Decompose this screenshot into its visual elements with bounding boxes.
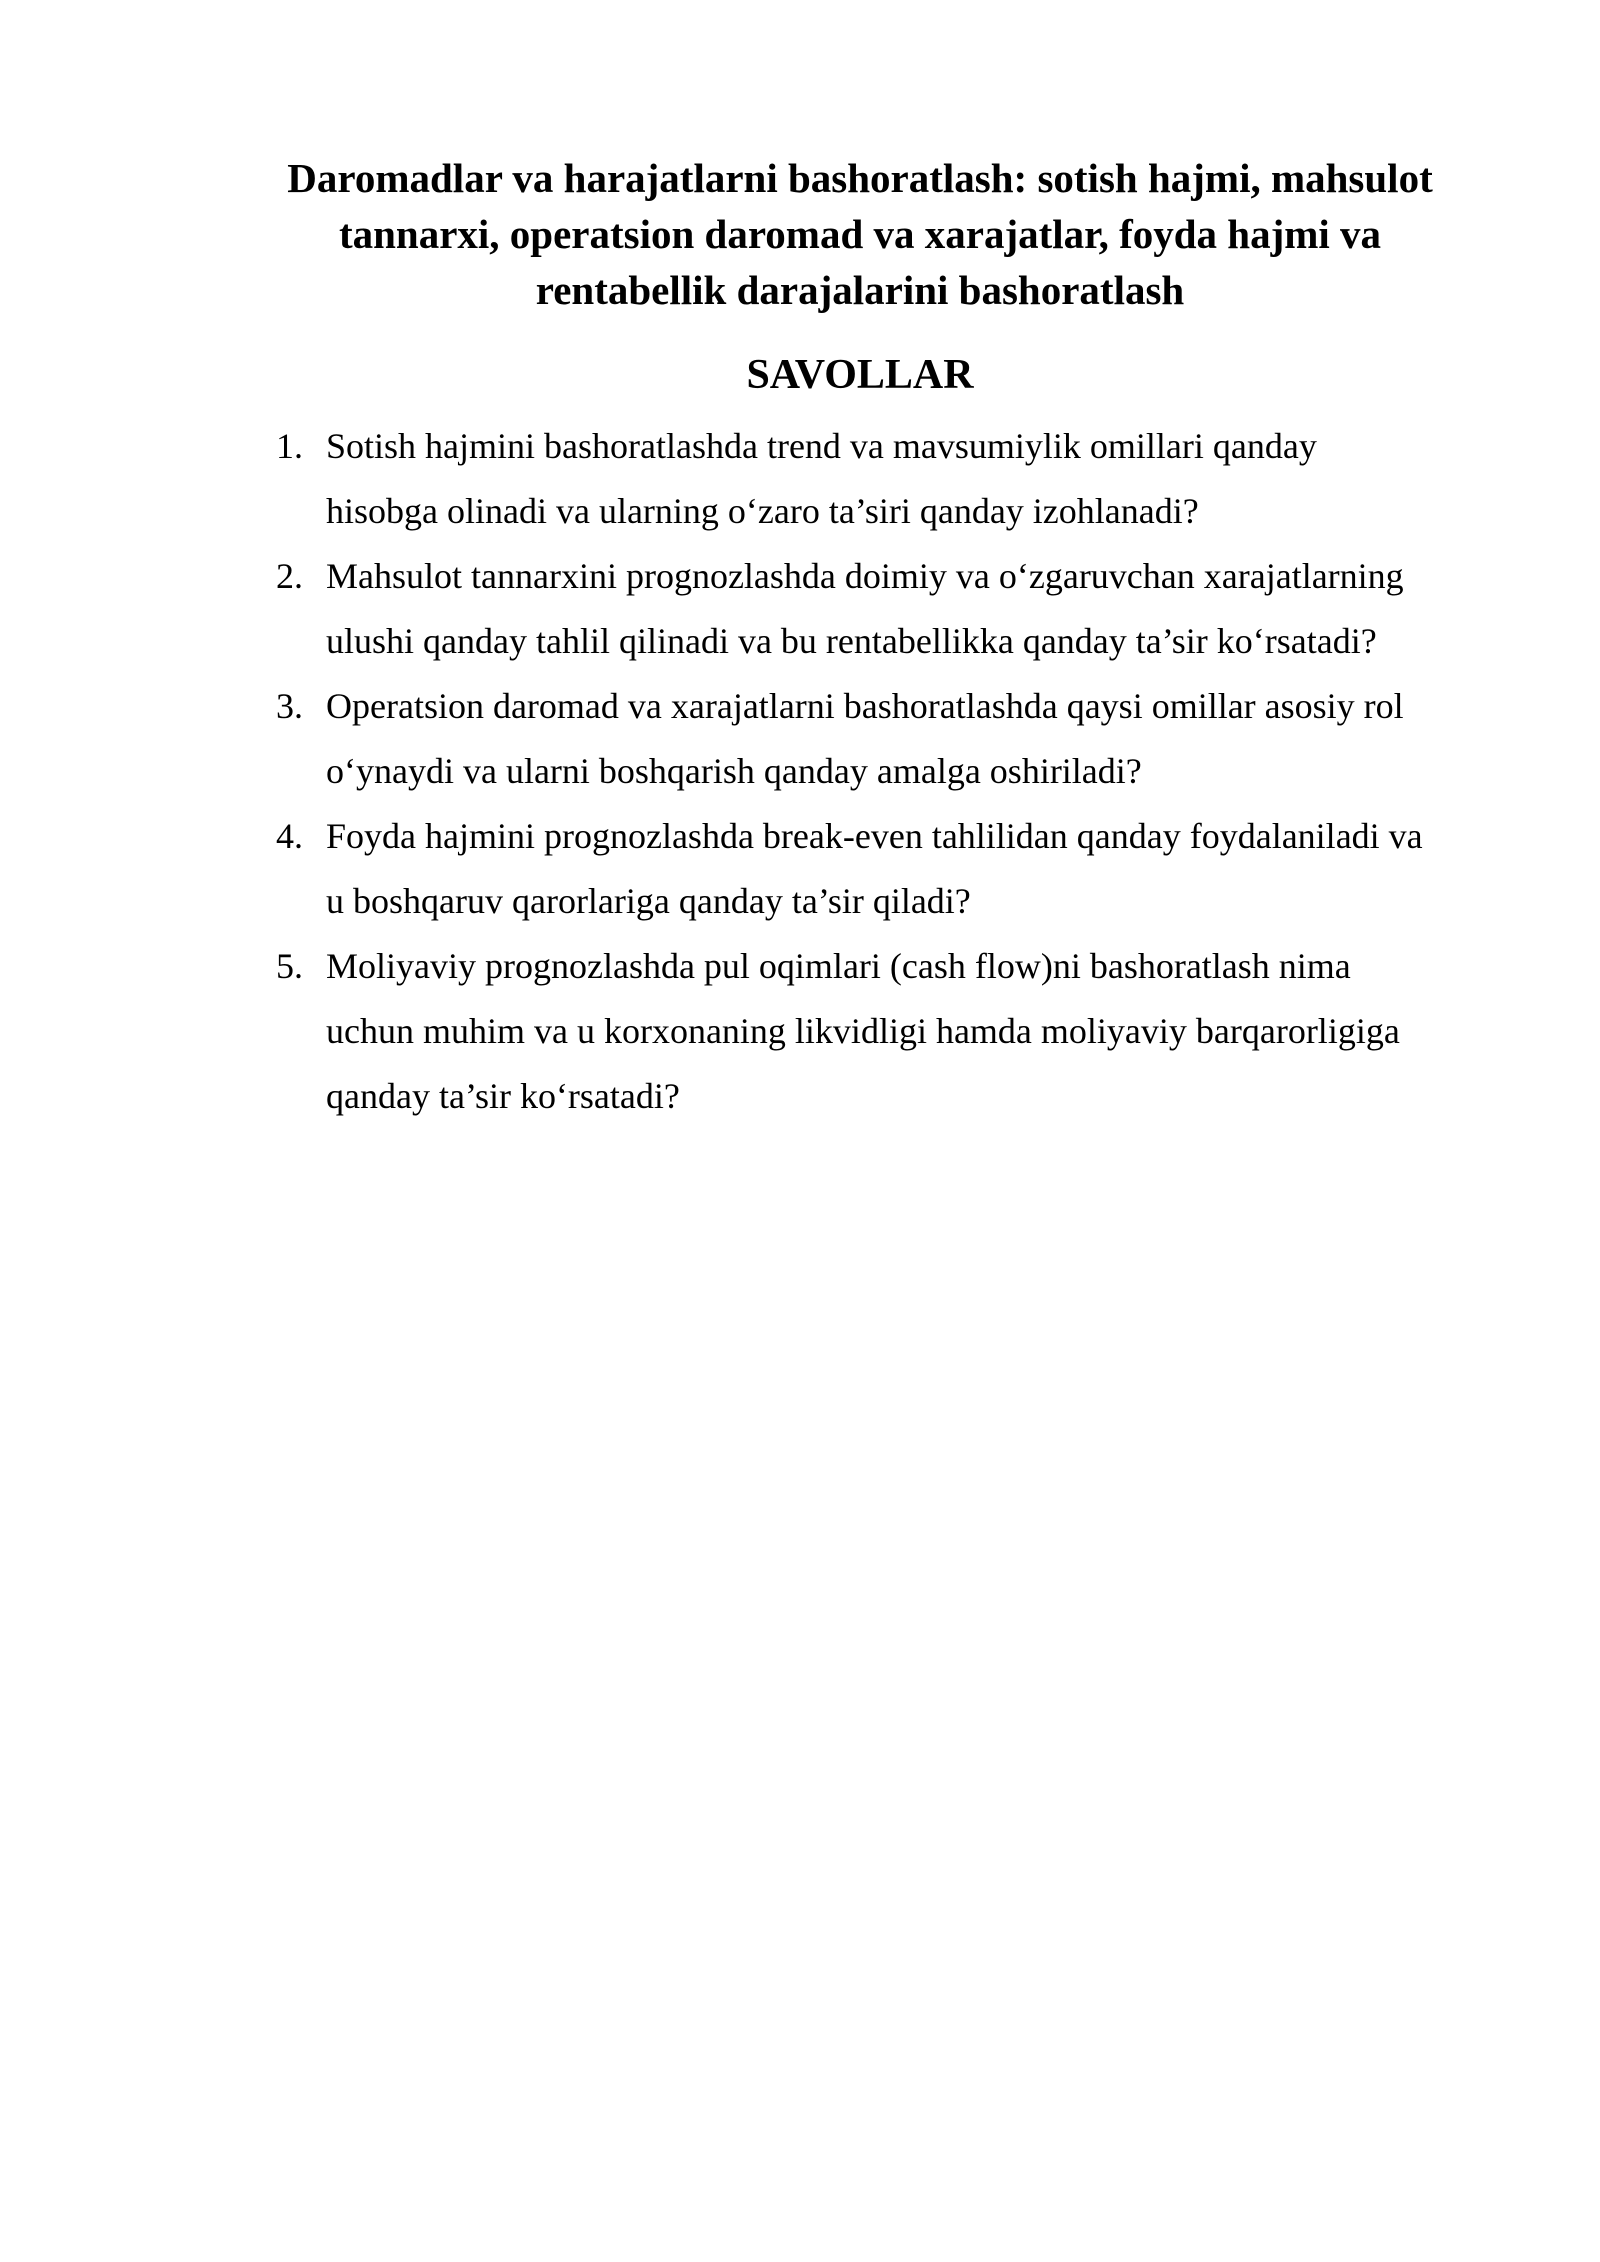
question-item-4 [0,804,1600,934]
question-item-2 [0,544,1600,674]
question-item-1 [0,414,1600,544]
question-number: 5. [276,946,303,986]
questions-list [0,414,1600,1129]
question-text: Foyda hajmini prognozlashda break-even tahlilidan qanday foydalaniladi va u boshqaruv qarorlariga qanday ta’sir qiladi? [326,816,1423,921]
question-text: Sotish hajmini bashoratlashda trend va mavsumiylik omillari qanday hisobga olinadi va ularning o‘zaro ta’siri qanday izohlanadi? [326,426,1317,531]
question-item-3 [0,674,1600,804]
question-number: 3. [276,686,303,726]
question-number: 4. [276,816,303,856]
question-number: 1. [276,426,303,466]
question-text: Moliyaviy prognozlashda pul oqimlari (cash flow)ni bashoratlash nima uchun muhim va u korxonaning likvidligi hamda moliyaviy barqarorligiga qanday ta’sir ko‘rsatadi? [326,946,1400,1116]
question-item-5 [0,934,1600,1129]
question-text: Operatsion daromad va xarajatlarni bashoratlashda qaysi omillar asosiy rol o‘ynaydi va ularni boshqarish qanday amalga oshiriladi? [326,686,1404,791]
question-text: Mahsulot tannarxini prognozlashda doimiy va o‘zgaruvchan xarajatlarning ulushi qanday tahlil qilinadi va bu rentabellikka qanday ta’sir ko‘rsatadi? [326,556,1404,661]
section-heading: SAVOLLAR [746,352,974,398]
question-number: 2. [276,556,303,596]
document-title: Daromadlar va harajatlarni bashoratlash: sotish hajmi, mahsulot tannarxi, operatsion daromad va xarajatlar, foyda hajmi va rentabellik darajalarini bashoratlash [287,155,1433,313]
